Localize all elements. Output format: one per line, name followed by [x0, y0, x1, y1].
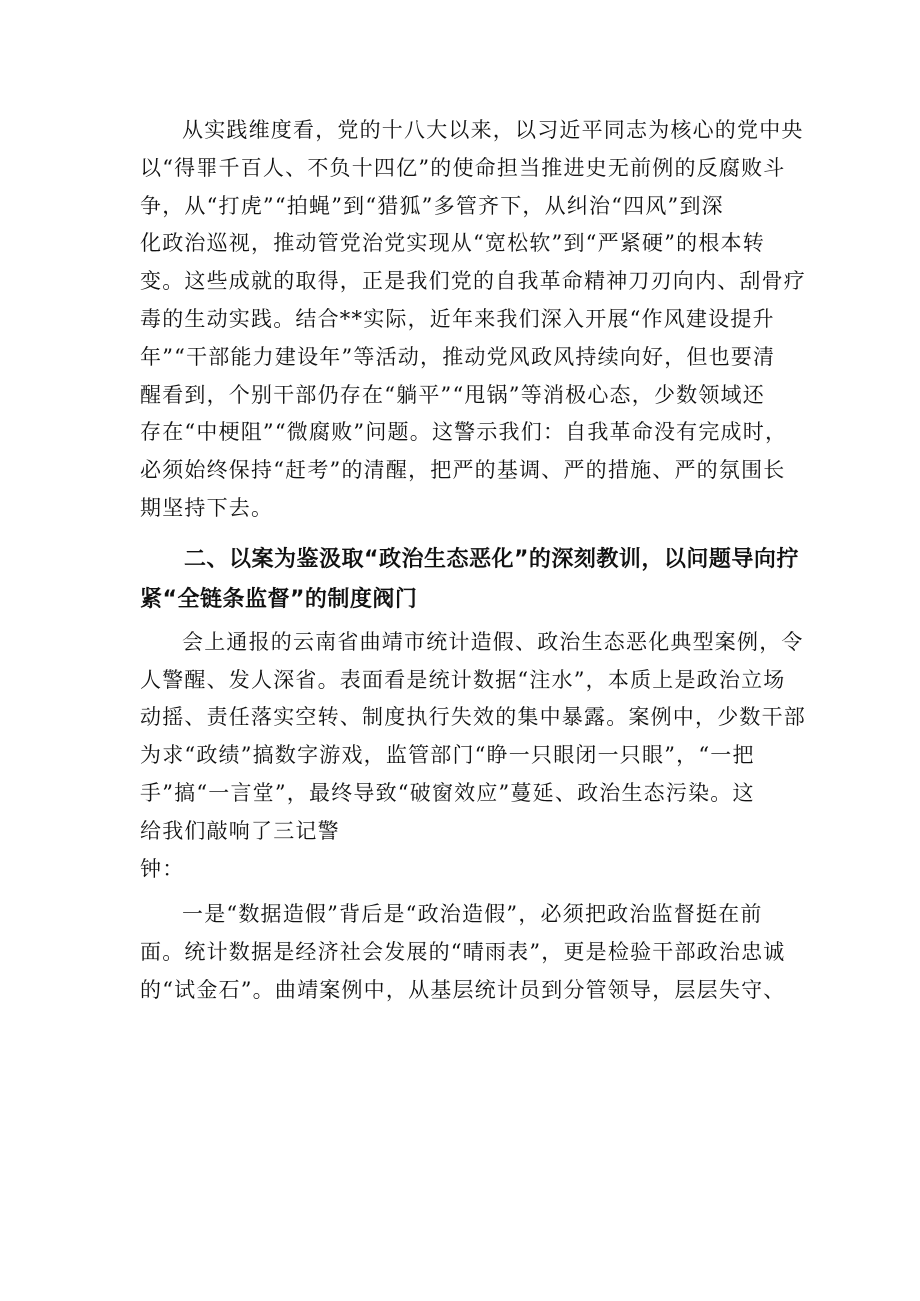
text-line: 醒看到，个别干部仍存在“躺平”“甩锅”等消极心态，少数领域还: [140, 382, 765, 407]
text-line: 化政治巡视，推动管党治党实现从“宽松软”到“严紧硬”的根本转: [140, 231, 765, 256]
section-heading: [140, 540, 799, 620]
text-line: 的“试金石”。曲靖案例中，从基层统计员到分管领导，层层失守、: [140, 977, 786, 1002]
text-line: 面。统计数据是经济社会发展的“晴雨表”，更是检验干部政治忠诚: [140, 940, 786, 965]
text-line: 手”搞“一言堂”，最终导致“破窗效应”蔓延、政治生态污染。这: [140, 780, 755, 805]
text-line: 给我们敲响了三记警: [140, 818, 340, 843]
text-line: 以“得罪千百人、不负十四亿”的使命担当推进史无前例的反腐败斗: [140, 155, 786, 180]
text-line: 为求“政绩”搞数字游戏，监管部门“睁一只眼闭一只眼”，“一把: [140, 743, 755, 768]
text-line: 动摇、责任落实空转、制度执行失效的集中暴露。案例中，少数干部: [140, 705, 806, 730]
text-line: 一是“数据造假”背后是“政治造假”，必须把政治监督挺在前: [182, 902, 763, 927]
text-line: 从实践维度看，党的十八大以来，以习近平同志为核心的党中央: [182, 118, 804, 142]
text-line: 年”“干部能力建设年”等活动，推动党风政风持续向好，但也要清: [140, 344, 776, 369]
paragraph-practice-dimension: [140, 112, 806, 528]
paragraph-data-fraud: [140, 896, 790, 1009]
document-body: [140, 112, 806, 1010]
heading-line: 紧“全链条监督”的制度阀门: [140, 586, 418, 612]
text-line: 存在“中梗阻”“微腐败”问题。这警示我们：自我革命没有完成时，: [140, 420, 788, 445]
text-line: 必须始终保持“赶考”的清醒，把严的基调、严的措施、严的氛围长: [140, 458, 786, 483]
paragraph-case-report: [140, 624, 806, 889]
text-line: 期坚持下去。: [140, 495, 274, 520]
text-line: 争，从“打虎”“拍蝇”到“猎狐”多管齐下，从纠治“四风”到深: [140, 193, 724, 218]
text-line: 钟：: [140, 856, 185, 881]
text-line: 毒的生动实践。结合**实际，近年来我们深入开展“作风建设提升: [140, 306, 775, 331]
text-line: 会上通报的云南省曲靖市统计造假、政治生态恶化典型案例，令: [182, 629, 804, 654]
heading-line: 二、以案为鉴汲取“政治生态恶化”的深刻教训，以问题导向拧: [184, 546, 799, 572]
text-line: 变。这些成就的取得，正是我们党的自我革命精神刀刃向内、刮骨疗: [140, 269, 806, 294]
text-line: 人警醒、发人深省。表面看是统计数据“注水”，本质上是政治立场: [140, 667, 786, 692]
